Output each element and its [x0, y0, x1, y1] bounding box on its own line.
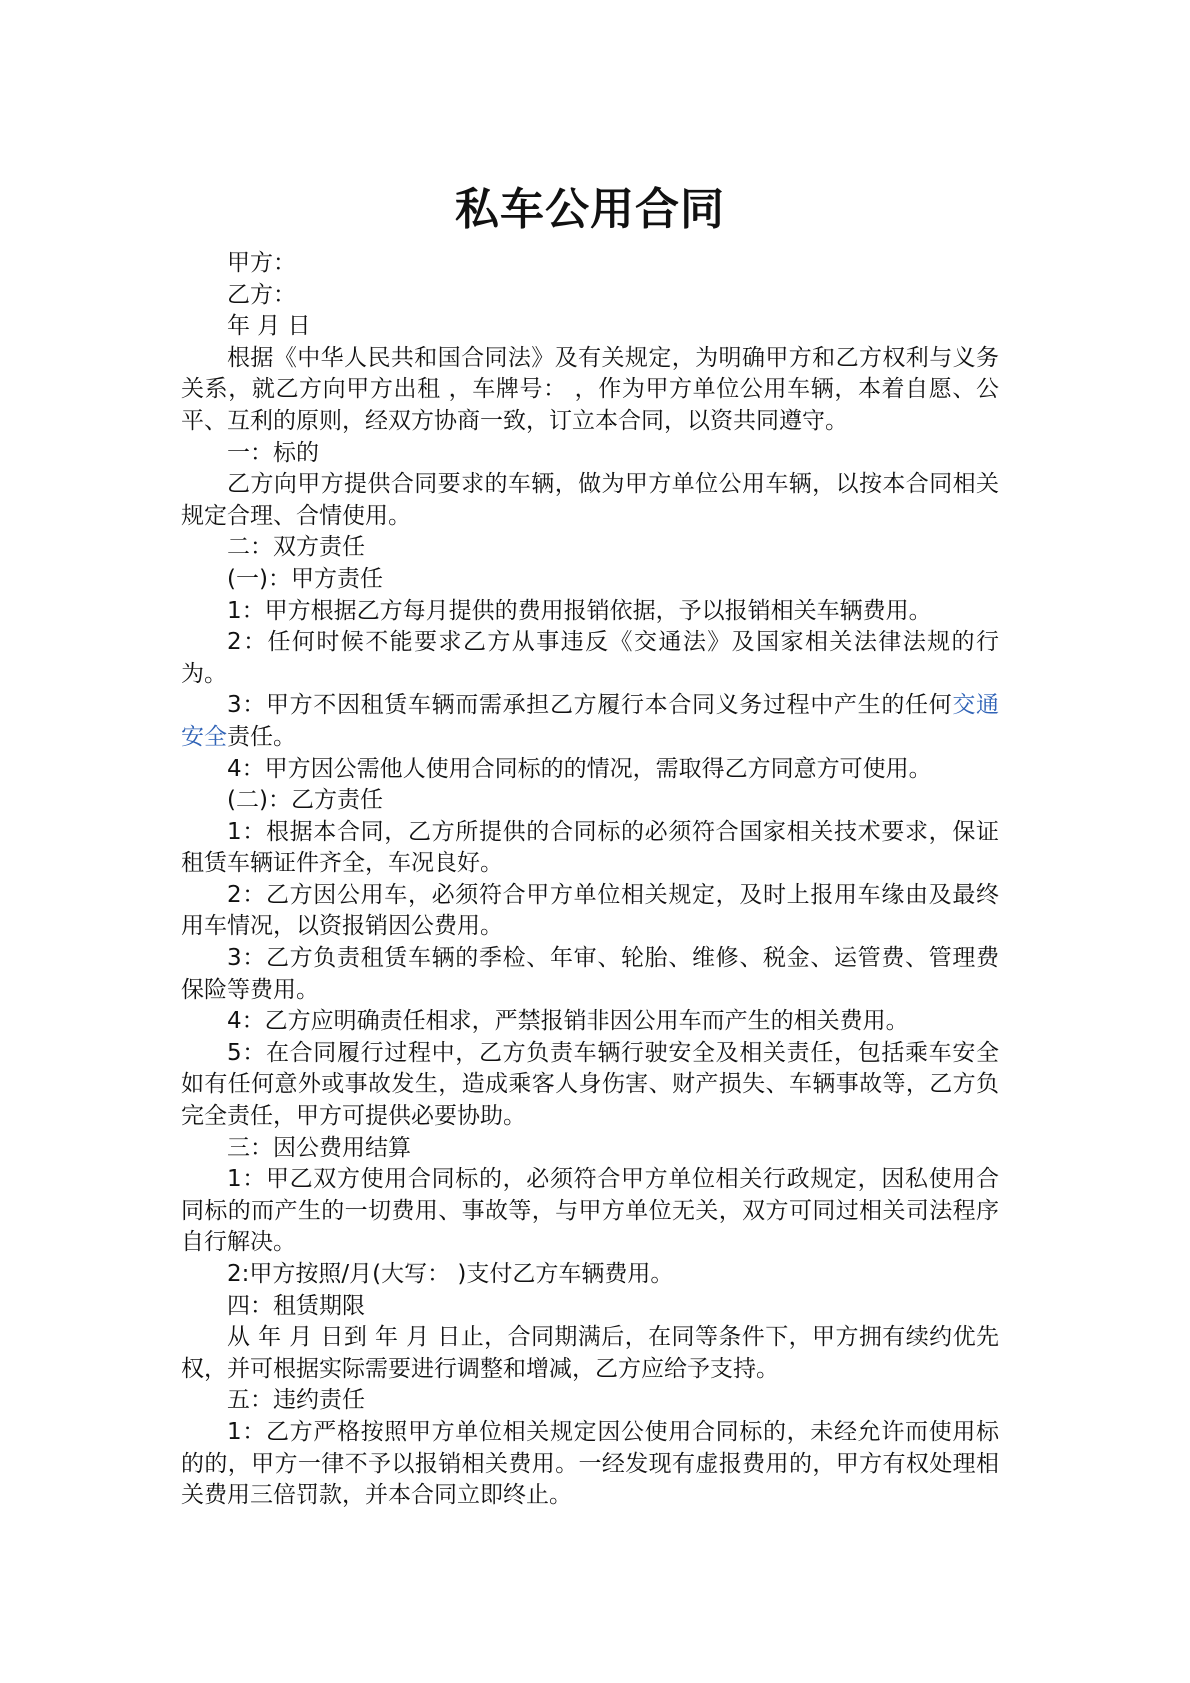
- party-b-clause-1: 1：根据本合同，乙方所提供的合同标的必须符合国家相关技术要求，保证租赁车辆证件齐全，车况良好。: [181, 818, 999, 877]
- section-heading-term: 四：租赁期限: [227, 1292, 365, 1319]
- party-a-clause-2: 2：任何时候不能要求乙方从事违反《交通法》及国家相关法律法规的行为。: [181, 629, 999, 687]
- party-b-line: 乙方：: [227, 281, 296, 308]
- party-a-clause-4: 4：甲方因公需他人使用合同标的的情况，需取得乙方同意方可使用。: [227, 755, 932, 782]
- term-paragraph: 从 年 月 日到 年 月 日止，合同期满后，在同等条件下，甲方拥有续约优先权，并可根据实际需要进行调整和增减，乙方应给予支持。: [181, 1324, 999, 1382]
- contract-page: [181, 180, 999, 1512]
- traffic-safety-link[interactable]: 交通安全: [181, 692, 999, 750]
- section-heading-subject: 一：标的: [227, 439, 319, 466]
- document-title: 私车公用合同: [455, 184, 725, 235]
- breach-clause-1: 1：乙方严格按照甲方单位相关规定因公使用合同标的，未经允许而使用标的的，甲方一律不予以报销相关费用。一经发现有虚报费用的，甲方有权处理相关费用三倍罚款，并本合同立即终止。: [181, 1418, 999, 1509]
- date-line: 年 月 日: [227, 313, 311, 340]
- party-b-clause-3: 3：乙方负责租赁车辆的季检、年审、轮胎、维修、税金、运管费、管理费保险等费用。: [181, 945, 999, 1003]
- party-a-clause-3: [181, 690, 999, 753]
- section-heading-responsibilities: 二：双方责任: [227, 534, 365, 561]
- party-b-clause-5: 5：在合同履行过程中，乙方负责车辆行驶安全及相关责任，包括乘车安全如有任何意外或事故发生，造成乘客人身伤害、财产损失、车辆事故等，乙方负完全责任，甲方可提供必要协助。: [181, 1039, 999, 1130]
- subheading-party-b-responsibility: (二)：乙方责任: [227, 787, 383, 814]
- subject-paragraph: 乙方向甲方提供合同要求的车辆，做为甲方单位公用车辆，以按本合同相关规定合理、合情使用。: [181, 471, 999, 529]
- party-b-clause-4: 4：乙方应明确责任相求，严禁报销非因公用车而产生的相关费用。: [227, 1008, 909, 1035]
- settlement-clause-2: 2:甲方按照/月(大写： )支付乙方车辆费用。: [227, 1261, 674, 1287]
- party-b-clause-2: 2：乙方因公用车，必须符合甲方单位相关规定，及时上报用车缘由及最终用车情况，以资报销因公费用。: [181, 881, 999, 940]
- party-a-clause-3-text: 3：甲方不因租赁车辆而需承担乙方履行本合同义务过程中产生的任何: [227, 692, 953, 719]
- party-a-clause-3-suffix: 责任。: [227, 723, 296, 750]
- section-heading-breach: 五：违约责任: [227, 1387, 365, 1414]
- subheading-party-a-responsibility: (一)：甲方责任: [227, 565, 383, 592]
- section-heading-settlement: 三：因公费用结算: [227, 1134, 411, 1161]
- settlement-clause-1: 1：甲乙双方使用合同标的，必须符合甲方单位相关行政规定，因私使用合同标的而产生的一切费用、事故等，与甲方单位无关，双方可同过相关司法程序自行解决。: [181, 1166, 999, 1256]
- party-a-clause-1: 1：甲方根据乙方每月提供的费用报销依据，予以报销相关车辆费用。: [227, 597, 932, 624]
- party-a-line: 甲方：: [227, 250, 296, 276]
- preamble-paragraph: 根据《中华人民共和国合同法》及有关规定，为明确甲方和乙方权利与义务关系，就乙方向甲方出租 ，车牌号： ，作为甲方单位公用车辆，本着自愿、公平、互利的原则，经双方协商一致，订立本合同，以资共同遵守。: [181, 344, 999, 434]
